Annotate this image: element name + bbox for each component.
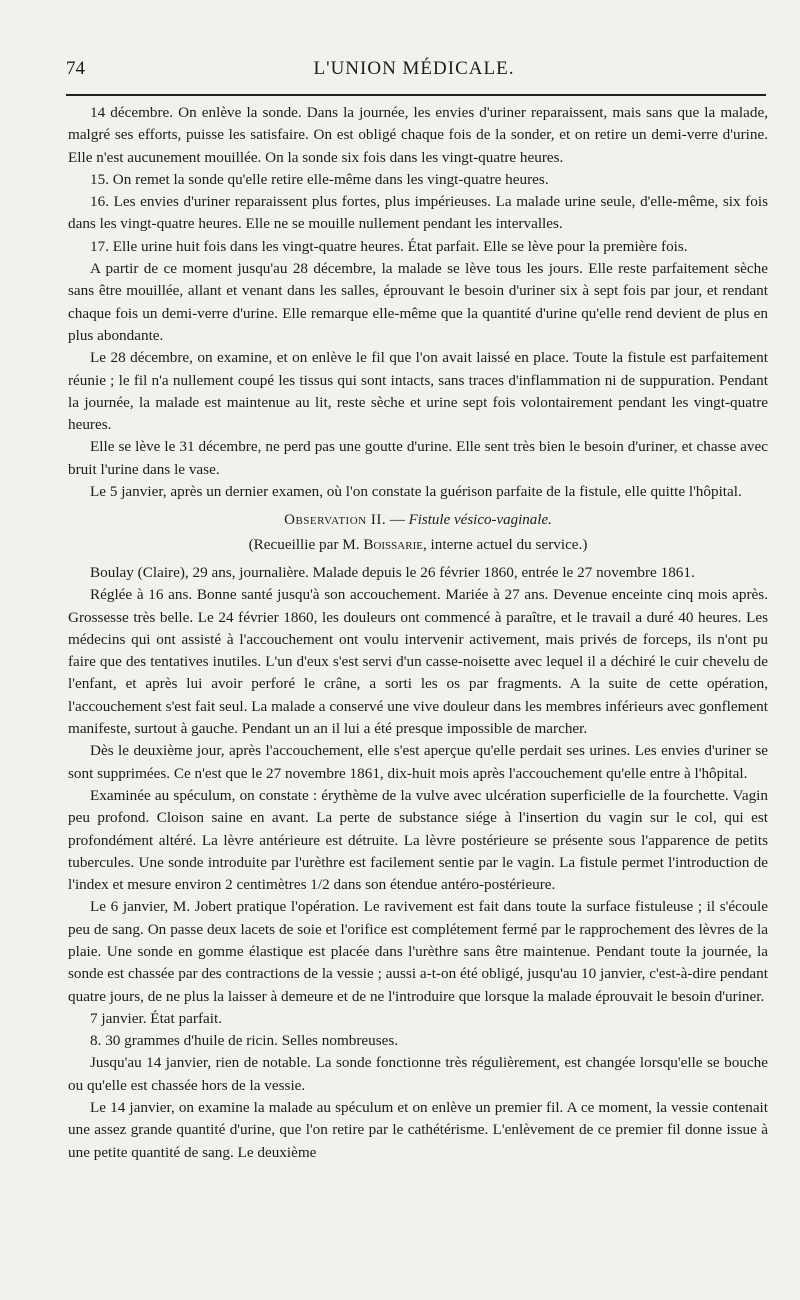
- paragraph: Elle se lève le 31 décembre, ne perd pas une goutte d'urine. Elle sent très bien le besoin d'uriner, et chasse avec bruit l'urine dans le vase.: [68, 438, 768, 478]
- paragraph: Le 6 janvier, M. Jobert pratique l'opération. Le ravivement est fait dans toute la surface fistuleuse ; il s'écoule peu de sang. On passe deux lacets de soie et l'orifice est complétement fermé par le rapprochement des lèvres de la plaie. Une sonde en gomme élastique est placée dans l'urèthre sans être maintenue. Pendant toute la journée, la sonde est chassée par des contractions de la vessie ; aussi a-t-on été obligé, jusqu'au 10 janvier, c'est-à-dire pendant quatre jours, de ne plus la laisser à demeure et de ne l'introduire que lorsque la malade éprouvait le besoin d'uriner.: [68, 898, 768, 1005]
- observation-author: Boissarie: [363, 535, 423, 553]
- paragraph: 15. On remet la sonde qu'elle retire elle-même dans les vingt-quatre heures.: [90, 170, 549, 188]
- body-text: [68, 102, 768, 1164]
- page-header: [66, 58, 762, 90]
- paragraph: Examinée au spéculum, on constate : érythème de la vulve avec ulcération superficielle de la fourchette. Vagin peu profond. Cloison saine en avant. La perte de substance siége à l'insertion du vagin sur le col, qui est profondément altéré. La lèvre antérieure est détruite. La lèvre postérieure se présente sous l'apparence de petits tubercules. Une sonde introduite par l'urèthre est facilement sentie par le vagin. La fistule permet l'introduction de l'index et mesure environ 2 centimètres 1/2 dans son étendue antéro-postérieure.: [68, 786, 768, 894]
- paragraph: Le 14 janvier, on examine la malade au spéculum et on enlève un premier fil. A ce moment, la vessie contenait une assez grande quantité d'urine, que l'on retire par le cathétérisme. L'enlèvement de ce premier fil donne issue à une petite quantité de sang. Le deuxième: [68, 1099, 768, 1161]
- running-title: L'UNION MÉDICALE.: [313, 58, 515, 79]
- observation-subtitle: [68, 534, 768, 556]
- paragraph: Dès le deuxième jour, après l'accouchement, elle s'est aperçue qu'elle perdait ses urines. Les envies d'uriner se sont supprimées. Ce n'est que le 27 novembre 1861, dix-huit mois après l'accouchement qu'elle entre à l'hôpital.: [68, 742, 768, 782]
- paragraph: 16. Les envies d'uriner reparaissent plus fortes, plus impérieuses. La malade urine seule, d'elle-même, six fois dans les vingt-quatre heures. Elle ne se mouille nullement pendant les intervalles.: [68, 193, 768, 233]
- paragraph: 17. Elle urine huit fois dans les vingt-quatre heures. État parfait. Elle se lève pour la première fois.: [90, 237, 688, 255]
- paragraph: Réglée à 16 ans. Bonne santé jusqu'à son accouchement. Mariée à 27 ans. Devenue enceinte cinq mois après. Grossesse très belle. Le 24 février 1860, les douleurs ont commencé à paraître, et le travail a duré 40 heures. Les médecins qui ont assisté à l'accouchement ont voulu intervenir activement, mais privés de forceps, ils n'ont pu faire que des tentatives inutiles. L'un d'eux s'est servi d'un casse-noisette avec lequel il a déchiré le cuir chevelu de l'enfant, et après lui avoir perforé le crâne, a sorti les os par fragments. A la suite de cette opération, l'accouchement s'est fait seul. La malade a conservé une vive douleur dans les membres inférieurs avec gonflement manifeste, surtout à gauche. Pendant un an il lui a été presque impossible de marcher.: [68, 586, 768, 738]
- paragraph: Jusqu'au 14 janvier, rien de notable. La sonde fonctionne très régulièrement, est changée lorsqu'elle se bouche ou qu'elle est chassée hors de la vessie.: [68, 1054, 768, 1094]
- header-rule: [66, 94, 766, 96]
- paragraph: Boulay (Claire), 29 ans, journalière. Malade depuis le 26 février 1860, entrée le 27 novembre 1861.: [90, 563, 695, 581]
- observation-heading: [68, 509, 768, 531]
- paragraph: 8. 30 grammes d'huile de ricin. Selles nombreuses.: [90, 1032, 399, 1050]
- paragraph: Le 5 janvier, après un dernier examen, où l'on constate la guérison parfaite de la fistule, elle quitte l'hôpital.: [90, 483, 742, 501]
- paragraph: Le 28 décembre, on examine, et on enlève le fil que l'on avait laissé en place. Toute la fistule est parfaitement réunie ; le fil n'a nullement coupé les tissus qui sont intacts, sans traces d'inflammation ni de suppuration. Pendant la journée, la malade est maintenue au lit, reste sèche et urine sept fois volontairement pendant les vingt-quatre heures.: [68, 349, 768, 434]
- observation-label: Observation II.: [284, 512, 387, 529]
- observation-sub-prefix: (Recueillie par M.: [248, 535, 364, 553]
- observation-dash: —: [386, 512, 409, 529]
- paragraph: A partir de ce moment jusqu'au 28 décembre, la malade se lève tous les jours. Elle reste parfaitement sèche sans être mouillée, allant et venant dans les salles, éprouvant le besoin d'uriner six à sept fois par jour, et rendant chaque fois un demi-verre d'urine. Elle remarque elle-même que la quantité d'urine qu'elle rend devient de plus en plus abondante.: [68, 260, 768, 344]
- paragraph: 14 décembre. On enlève la sonde. Dans la journée, les envies d'uriner reparaissent, mais sans que la malade, malgré ses efforts, puisse les satisfaire. On est obligé chaque fois de la sonder, et on retire un demi-verre d'urine. Elle n'est aucunement mouillée. On la sonde six fois dans les vingt-quatre heures.: [68, 104, 768, 166]
- observation-sub-suffix: , interne actuel du service.): [422, 535, 588, 553]
- paragraph: 7 janvier. État parfait.: [90, 1009, 222, 1027]
- page-number: 74: [66, 58, 85, 79]
- observation-title: Fistule vésico-vaginale.: [408, 512, 552, 529]
